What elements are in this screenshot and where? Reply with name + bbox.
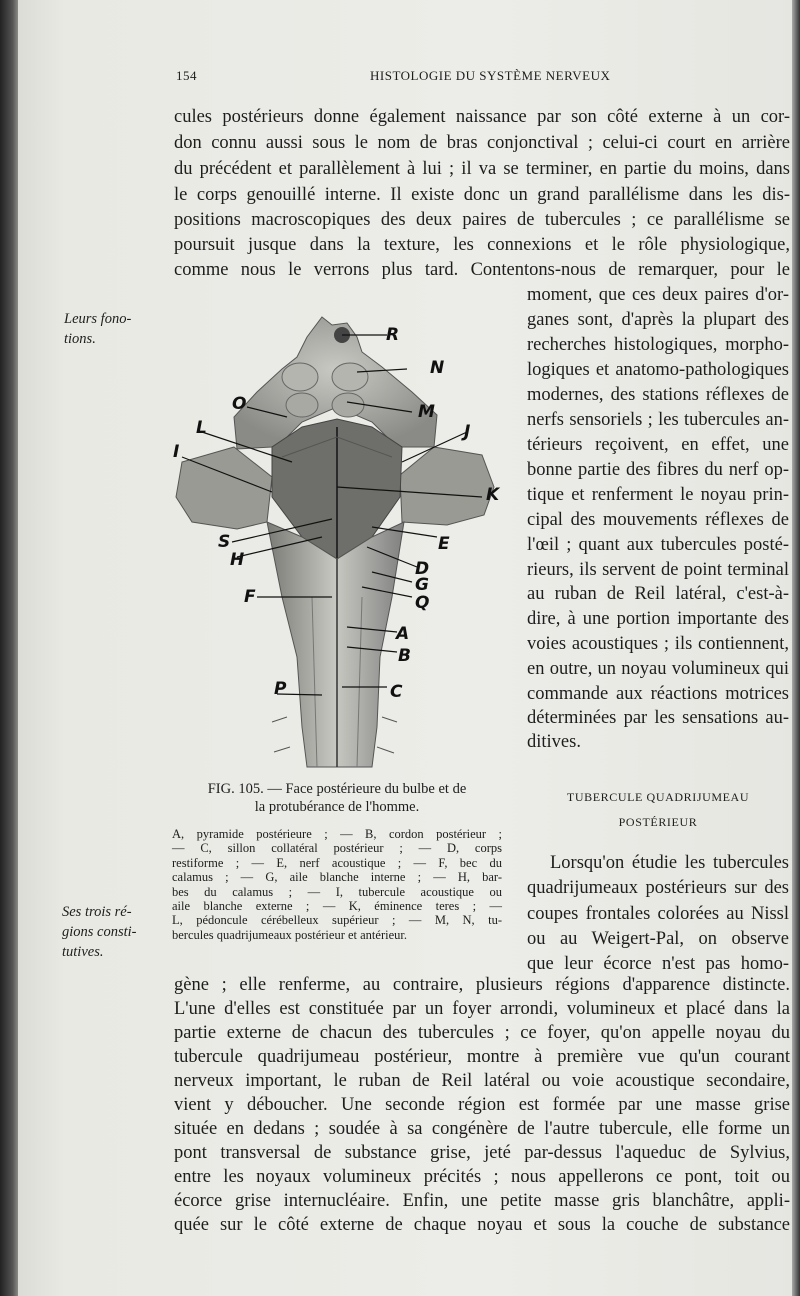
label-S: S	[218, 532, 231, 552]
margin-note-line: Leurs fono-	[64, 311, 132, 327]
text-line: voies acoustiques ; ils contiennent,	[527, 634, 789, 654]
brainstem-figure	[172, 297, 502, 777]
text-line: vient y déboucher. Une seconde région est formée par une masse grise	[174, 1095, 790, 1115]
label-R: R	[386, 325, 400, 345]
text-line: pont transversal de substance grise, jeté par-dessus l'aqueduc de Sylvius,	[174, 1143, 790, 1163]
label-B: B	[398, 646, 411, 666]
label-N: N	[430, 358, 445, 378]
text-line: rieurs, ils servent de point terminal	[527, 560, 789, 580]
legend-line: aile blanche externe ; — K, éminence teres ; —	[172, 899, 502, 914]
text-line: modernes, des stations réflexes de	[527, 385, 789, 405]
text-line: comme nous le verrons plus tard. Contentons-nous de remarquer, pour le	[174, 260, 790, 280]
figure-legend	[172, 827, 502, 942]
book-gutter	[0, 0, 18, 1296]
page-edge	[792, 0, 800, 1296]
text-line: située en dedans ; soudée à sa congénère de l'autre tubercule, elle forme un	[174, 1119, 790, 1139]
text-line: ditives.	[527, 732, 581, 752]
text-line: L'une d'elles est constituée par un foyer arrondi, volumineux et placé dans la	[174, 999, 790, 1019]
text-line: bonne partie des fibres du nerf op-	[527, 460, 789, 480]
text-line: logiques et anatomo-pathologiques	[527, 360, 789, 380]
label-M: M	[418, 402, 435, 422]
text-line: déterminées par les sensations au-	[527, 708, 789, 728]
label-D: D	[415, 559, 430, 579]
text-line: partie externe de chacun des tubercules ; ce foyer, qu'on appelle noyau du	[174, 1023, 790, 1043]
text-line: nerveux important, le ruban de Reil latéral ou voie acoustique secondaire,	[174, 1071, 790, 1091]
label-H: H	[230, 550, 245, 570]
label-O: O	[232, 394, 247, 414]
label-Q: Q	[415, 593, 430, 613]
legend-line: bes du calamus ; — I, tubercule acoustique ou	[172, 884, 502, 899]
text-line: positions macroscopiques des deux paires de tubercules ; ce parallélisme se	[174, 210, 790, 230]
text-line: ganes sont, d'après la plupart des	[527, 310, 789, 330]
legend-line: calamus ; — G, aile blanche interne ; — H, bar-	[172, 870, 502, 885]
text-line: en outre, un noyau volumineux qui	[527, 659, 789, 679]
legend-line: L, pédoncule cérébelleux supérieur ; — M, N, tu-	[172, 913, 502, 928]
text-line: cipal des mouvements réflexes de	[527, 510, 789, 530]
figure-caption	[172, 780, 502, 816]
text-line: quée sur le côté externe de chaque noyau et sous la couche de substance	[174, 1215, 790, 1235]
section-heading: TUBERCULE QUADRIJUMEAU	[566, 790, 750, 804]
text-line: gène ; elle renferme, au contraire, plusieurs régions d'apparence distincte.	[174, 975, 790, 995]
margin-note-line: Ses trois ré-	[62, 904, 132, 920]
text-line: Lorsqu'on étudie les tubercules	[550, 853, 789, 873]
legend-line: A, pyramide postérieure ; — B, cordon postérieur ;	[172, 827, 502, 841]
text-line: moment, que ces deux paires d'or-	[527, 285, 789, 305]
label-I: I	[173, 442, 180, 462]
margin-note-line: gions consti-	[62, 924, 137, 940]
caption-line: FIG. 105. — Face postérieure du bulbe et de	[207, 781, 467, 797]
text-line: que leur écorce n'est pas homo-	[527, 954, 789, 974]
margin-note-line: tutives.	[62, 944, 104, 960]
running-title: HISTOLOGIE DU SYSTÈME NERVEUX	[370, 68, 611, 83]
page-number: 154	[176, 68, 197, 83]
text-line: au ruban de Reil latéral, c'est-à-	[527, 584, 789, 604]
text-line: coupes frontales colorées au Nissl	[527, 904, 789, 924]
label-L: L	[196, 418, 207, 438]
margin-note-line: tions.	[64, 331, 96, 347]
label-A: A	[396, 624, 410, 644]
text-line: cules postérieurs donne également naissance par son côté externe à un cor-	[174, 107, 790, 127]
legend-line: restiforme ; — E, nerf acoustique ; — F, bec du	[172, 855, 502, 870]
text-line: nerfs sensoriels ; les tubercules an-	[527, 410, 789, 430]
text-line: commande aux réactions motrices	[527, 684, 789, 704]
text-line: don connu aussi sous le nom de bras conjonctival ; celui-ci court en arrière	[174, 133, 790, 153]
margin-note-regions	[62, 902, 137, 962]
text-line: ou au Weigert-Pal, on observe	[527, 929, 789, 949]
text-line: l'œil ; quant aux tubercules posté-	[527, 535, 789, 555]
text-line: poursuit jusque dans la texture, les connexions et le rôle physiologique,	[174, 235, 790, 255]
text-line: tubercule quadrijumeau postérieur, montre à première vue qu'un courant	[174, 1047, 790, 1067]
label-E: E	[438, 534, 450, 554]
text-line: écorce grise internucléaire. Enfin, une petite masse gris blanchâtre, appli-	[174, 1191, 790, 1211]
text-line: térieurs reçoivent, en effet, une	[527, 435, 789, 455]
text-line: quadrijumeaux postérieurs sur des	[527, 878, 789, 898]
label-P: P	[274, 679, 287, 699]
label-F: F	[244, 587, 256, 607]
text-line: tique et renferment le noyau prin-	[527, 485, 789, 505]
label-K: K	[486, 485, 500, 505]
text-line: dire, à une portion importante des	[527, 609, 789, 629]
legend-line: bercules quadrijumeaux postérieur et antérieur.	[172, 927, 407, 942]
label-C: C	[390, 682, 403, 702]
legend-line: — C, sillon collatéral postérieur ; — D, corps	[172, 841, 502, 856]
text-line: recherches histologiques, morpho-	[527, 335, 789, 355]
label-G: G	[415, 575, 429, 595]
margin-note-functions	[64, 309, 131, 349]
text-line: entre les noyaux volumineux précités ; nous appellerons ce pont, toit ou	[174, 1167, 790, 1187]
label-J: J	[464, 422, 471, 442]
section-heading: POSTÉRIEUR	[618, 815, 698, 829]
text-line: du précédent et parallèlement à lui ; il va se terminer, en partie du moins, dans	[174, 159, 790, 179]
text-line: le corps genouillé interne. Il existe donc un grand parallélisme dans les dis-	[174, 185, 790, 205]
caption-line: la protubérance de l'homme.	[254, 799, 420, 815]
brainstem-illustration	[172, 297, 502, 777]
